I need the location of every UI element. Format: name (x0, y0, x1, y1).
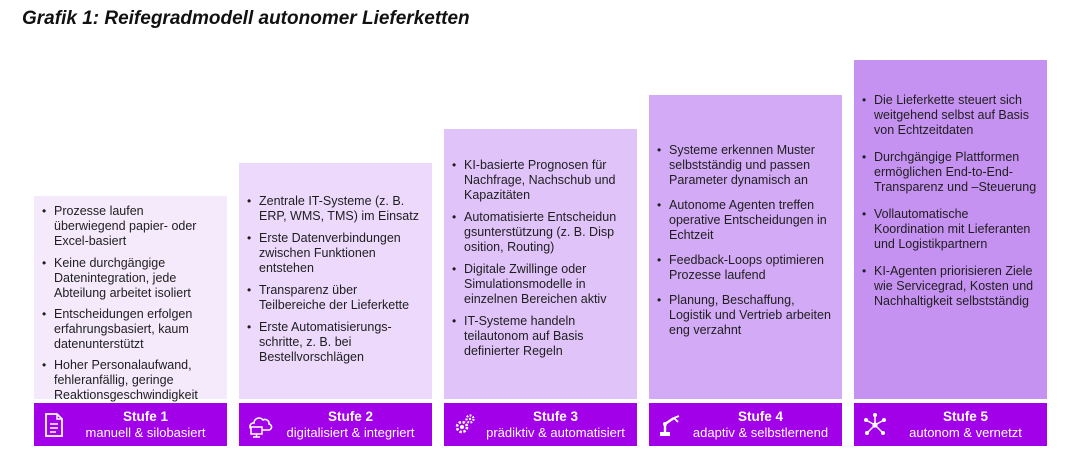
bullet-item: • KI-Agenten priorisieren Ziele wie Servicegrad, Kosten und Nachhaltigkeit selbstständig (860, 264, 1037, 309)
bullet-item: • Feedback-Loops optimieren Prozesse laufend (655, 253, 832, 283)
stage-3-label (444, 403, 637, 446)
stage-2-label (239, 403, 432, 446)
bullet-item: • Entscheidungen erfolgen erfahrungsbasiert, kaum datenunterstützt (40, 307, 217, 352)
bullet-item: • Transparenz über Teilbereiche der Lieferkette (245, 283, 422, 313)
bullet-item: • Die Lieferkette steuert sich weitgehend selbst auf Basis von Echtzeitdaten (860, 93, 1037, 138)
stage-number: Stufe 2 (327, 409, 373, 424)
chart-title: Grafik 1: Reifegradmodell autonomer Lieferketten (22, 8, 470, 29)
stage-number: Stufe 1 (122, 409, 168, 424)
stage-3-bullets (450, 158, 627, 359)
stage-subtitle: adaptiv & selbstlernend (692, 425, 829, 440)
stage-3-card (444, 129, 637, 399)
bullet-item: • Vollautomatische Koordination mit Lieferanten und Logistikpartnern (860, 207, 1037, 252)
bullet-item: • Durchgängige Plattformen ermöglichen End-to-End-Transparenz und –Steuerung (860, 150, 1037, 195)
stage-2-bullets (245, 194, 422, 365)
stage-1-card (34, 196, 227, 402)
bullet-item: • Prozesse laufen überwiegend papier- oder Excel-basiert (40, 204, 217, 249)
stage-4-bullets (655, 143, 832, 338)
stage-5-label (854, 403, 1047, 446)
stage-subtitle: manuell & silobasiert (85, 425, 206, 440)
stage-subtitle: autonom & vernetzt (909, 425, 1022, 440)
stage-5-card (854, 60, 1047, 399)
bullet-item: • KI-basierte Prognosen für Nachfrage, Nachschub und Kapazitäten (450, 158, 627, 203)
bullet-item: • Autonome Agenten treffen operative Entscheidungen in Echtzeit (655, 198, 832, 243)
stage-subtitle: prädiktiv & automatisiert (486, 425, 625, 440)
bullet-item: • Systeme erkennen Muster selbstständig und passen Parameter dynamisch an (655, 143, 832, 188)
stage-2-column (239, 0, 432, 465)
stage-3-column (444, 0, 637, 465)
stage-1-bullets (40, 204, 217, 403)
stage-2-card (239, 163, 432, 399)
stage-4-column (649, 0, 842, 465)
stage-5-bullets (860, 93, 1037, 309)
bullet-item: • Automatisierte Entscheidungsunterstützung (z. B. Disposition, Routing) (450, 210, 627, 255)
bullet-item: • Keine durchgängige Datenintegration, jede Abteilung arbeitet isoliert (40, 256, 217, 301)
stage-subtitle: digitalisiert & integriert (286, 425, 415, 440)
stage-5-column (854, 0, 1047, 465)
stage-number: Stufe 3 (532, 409, 578, 424)
stage-number: Stufe 4 (737, 409, 783, 424)
bullet-item: • Digitale Zwillinge oder Simulationsmodelle in einzelnen Bereichen aktiv (450, 262, 627, 307)
stage-1-label (34, 403, 227, 446)
bullet-item: • Zentrale IT-Systeme (z. B. ERP, WMS, TMS) im Einsatz (245, 194, 422, 224)
bullet-item: • Hoher Personalaufwand, fehleranfällig, geringe Reaktionsgeschwindigkeit (40, 358, 217, 403)
stage-4-card (649, 95, 842, 399)
stage-number: Stufe 5 (942, 409, 988, 424)
bullet-item: • Planung, Beschaffung, Logistik und Vertrieb arbeiten eng verzahnt (655, 293, 832, 338)
stage-1-column (34, 0, 227, 465)
bullet-item: • Erste Datenverbindungen zwischen Funktionen entstehen (245, 231, 422, 276)
stage-4-label (649, 403, 842, 446)
bullet-item: • IT-Systeme handeln teilautonom auf Basis definierter Regeln (450, 314, 627, 359)
bullet-item: • Erste Automatisierungs-schritte, z. B. bei Bestellvorschlägen (245, 320, 422, 365)
